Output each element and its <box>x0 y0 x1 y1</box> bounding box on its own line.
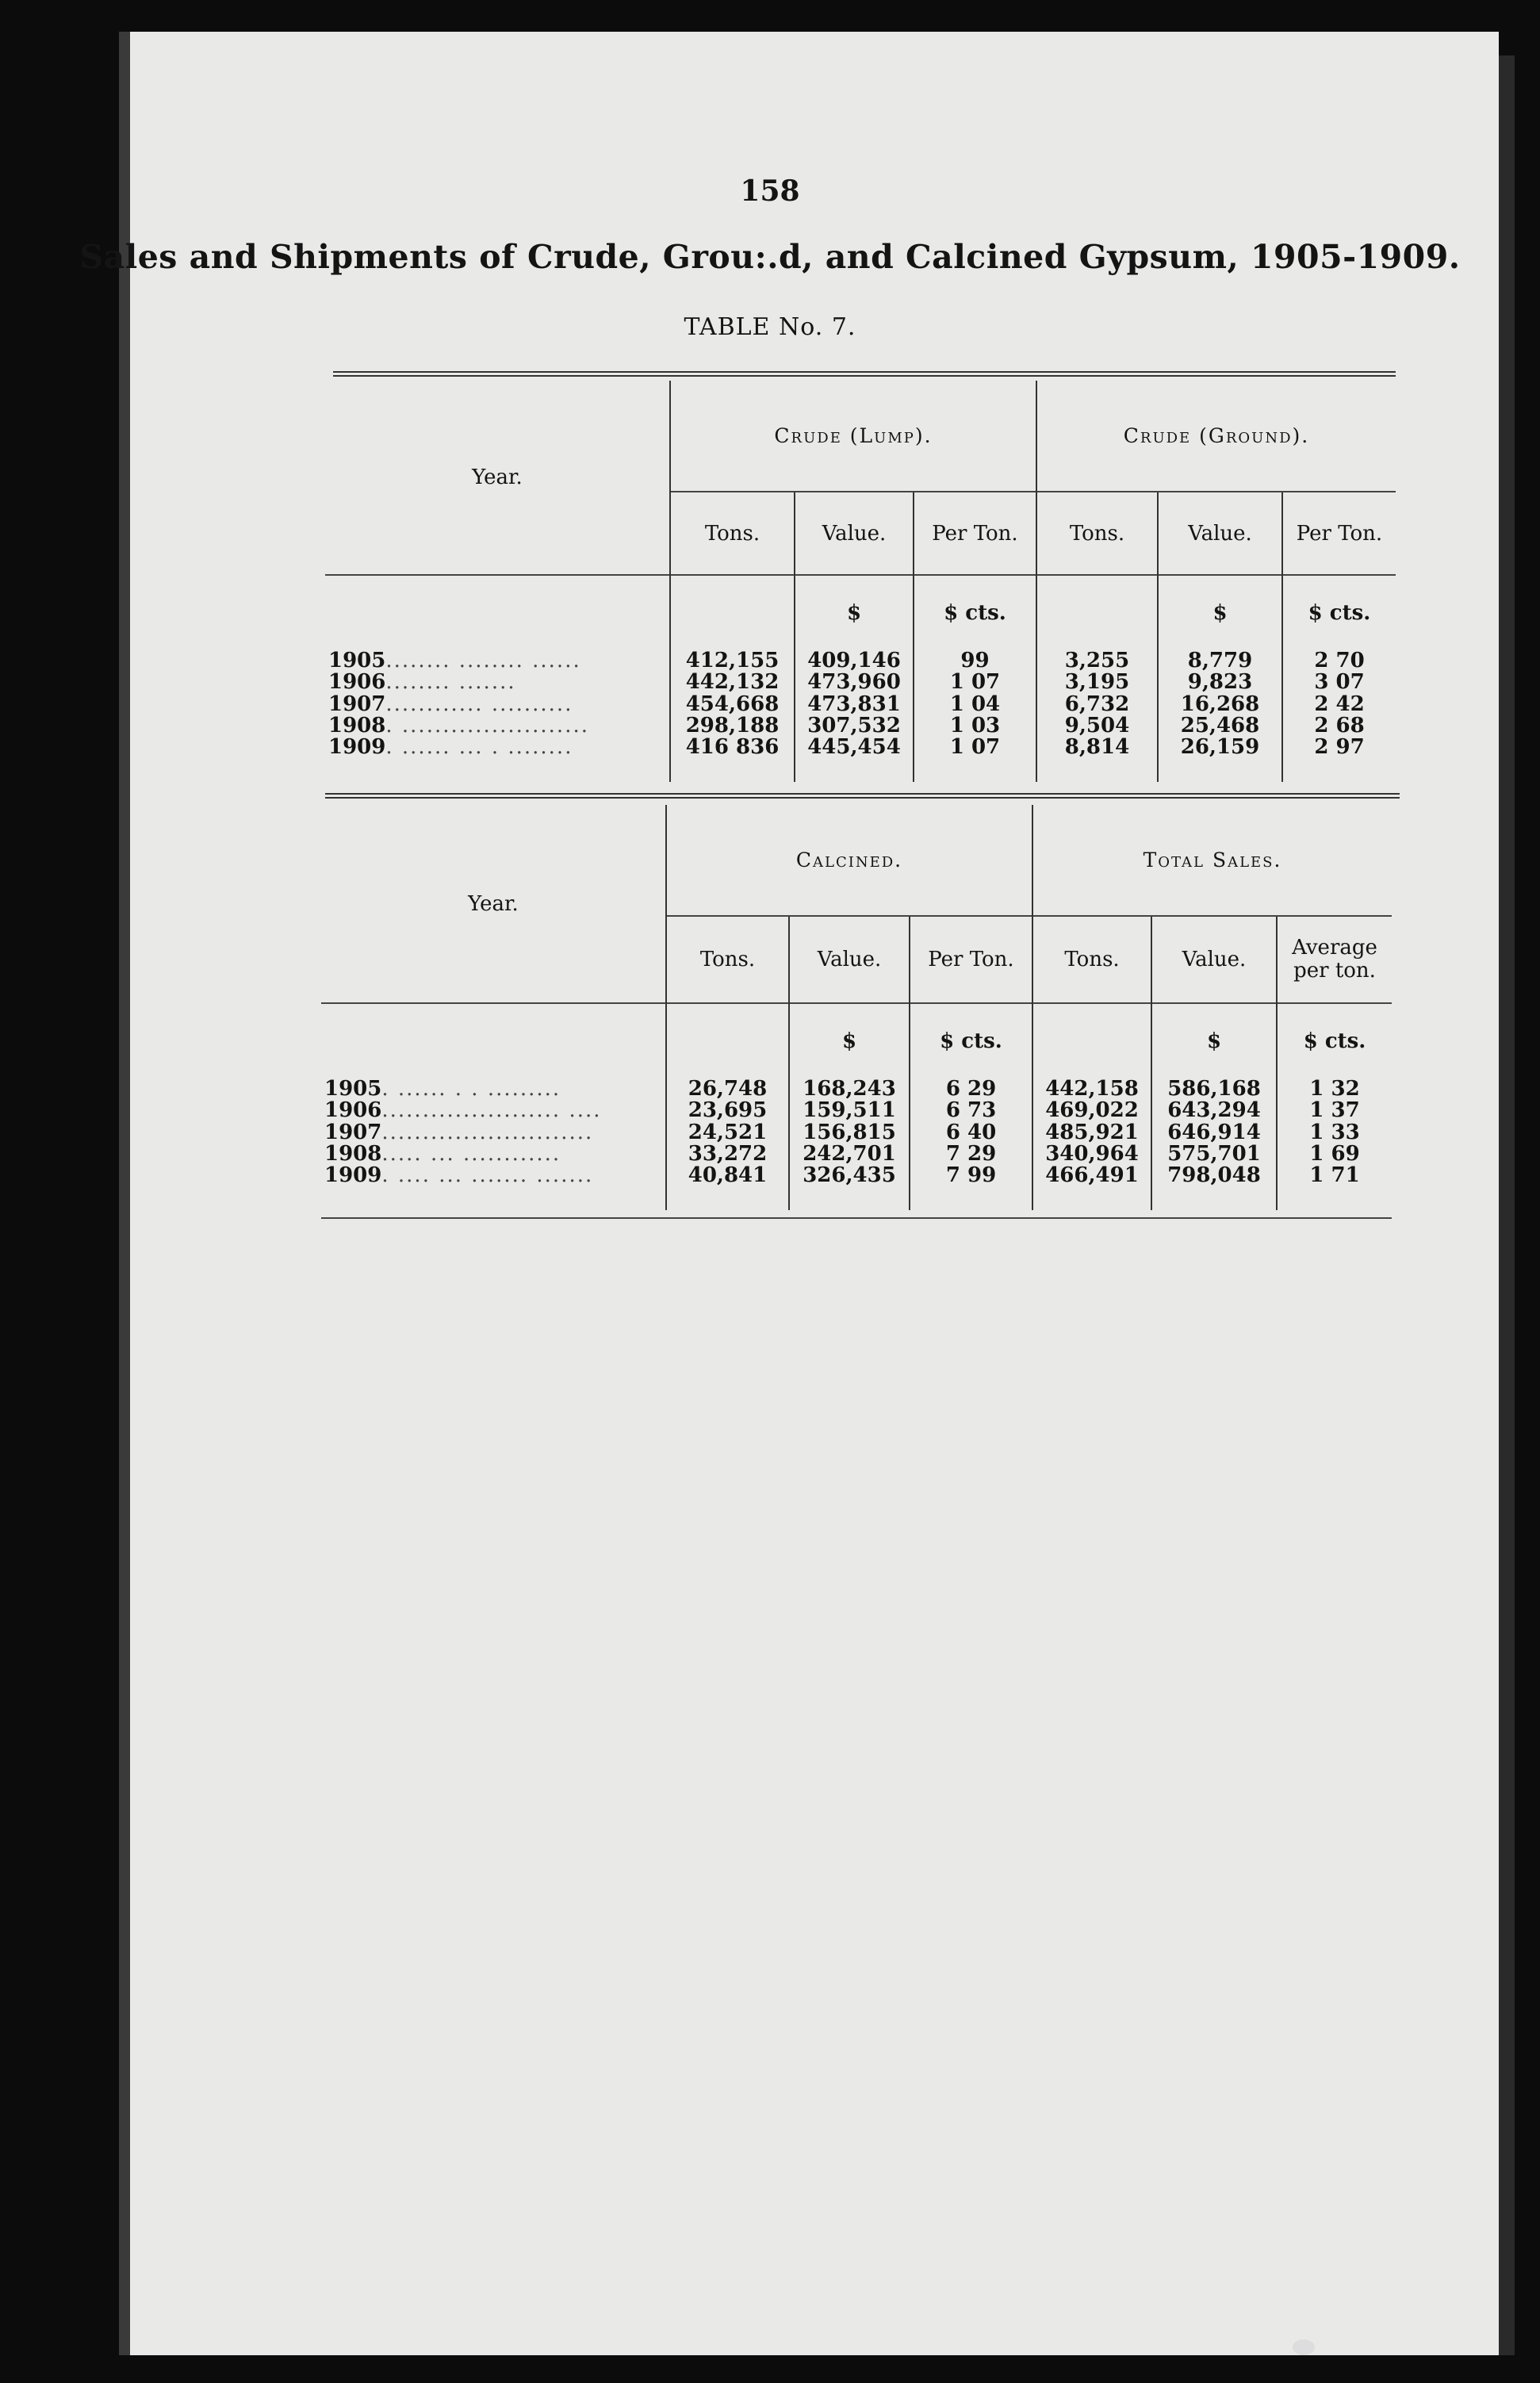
cell-average: 1 71 <box>1277 1165 1392 1210</box>
row-year: 1906 <box>328 670 386 695</box>
cell-value: 798,048 <box>1151 1165 1277 1210</box>
table2 <box>321 805 1392 1210</box>
cell-value: 159,511 <box>789 1100 910 1121</box>
leader-dots: ........ ........ ...... <box>385 649 581 672</box>
table2-group-calcined: Calcined. <box>666 805 1032 916</box>
cell-tons: 298,188 <box>670 715 795 737</box>
cell-per-ton: 7 99 <box>910 1165 1032 1210</box>
cell-per-ton: 99 <box>914 650 1036 672</box>
cell-per-ton: 3 07 <box>1282 672 1396 693</box>
table-row <box>321 1078 1392 1100</box>
cell-value: 156,815 <box>789 1122 910 1144</box>
table2-year-header: Year. <box>468 891 519 916</box>
table-row <box>325 650 1396 672</box>
table1-unit: $ cts. <box>914 575 1036 650</box>
table1-top-rule <box>333 371 1396 377</box>
cell-average: 1 32 <box>1277 1078 1392 1100</box>
leader-dots: . ...... ... . ........ <box>385 735 573 760</box>
cell-value: 16,268 <box>1158 694 1282 715</box>
table-row <box>325 715 1396 737</box>
cell-value: 473,960 <box>795 672 914 693</box>
cell-average: 1 33 <box>1277 1122 1392 1144</box>
cell-value: 445,454 <box>795 737 914 782</box>
cell-tons: 469,022 <box>1032 1100 1151 1121</box>
table1-unit: $ <box>795 575 914 650</box>
cell-tons: 340,964 <box>1032 1144 1151 1165</box>
table2-col-value: Value. <box>789 916 910 1003</box>
cell-value: 8,779 <box>1158 650 1282 672</box>
cell-value: 242,701 <box>789 1144 910 1165</box>
row-year: 1908 <box>328 713 386 738</box>
cell-value: 9,823 <box>1158 672 1282 693</box>
row-year: 1907 <box>324 1120 382 1144</box>
cell-tons: 33,272 <box>666 1144 789 1165</box>
cell-value: 25,468 <box>1158 715 1282 737</box>
cell-value: 409,146 <box>795 650 914 672</box>
leader-dots: ...................... .... <box>381 1098 602 1123</box>
row-year: 1905 <box>328 649 386 672</box>
cell-per-ton: 1 07 <box>914 737 1036 782</box>
table-row <box>325 672 1396 693</box>
leader-dots: ............ .......... <box>385 692 573 716</box>
table-row <box>325 737 1396 782</box>
table-label: TABLE No. 7. <box>684 313 856 341</box>
table-row <box>321 1165 1392 1210</box>
cell-per-ton: 2 97 <box>1282 737 1396 782</box>
cell-value: 168,243 <box>789 1078 910 1100</box>
cell-tons: 23,695 <box>666 1100 789 1121</box>
cell-tons: 24,521 <box>666 1122 789 1144</box>
table1-unit <box>670 575 795 650</box>
cell-per-ton: 1 07 <box>914 672 1036 693</box>
table1-year-header: Year. <box>472 465 523 489</box>
table2-col-tons: Tons. <box>666 916 789 1003</box>
leader-dots: . .... ... ....... ....... <box>381 1163 594 1188</box>
cell-tons: 3,255 <box>1036 650 1158 672</box>
cell-tons: 40,841 <box>666 1165 789 1210</box>
table2-col-per-ton: Per Ton. <box>910 916 1032 1003</box>
table1-col-tons: Tons. <box>1036 492 1158 575</box>
row-year: 1909 <box>324 1163 382 1188</box>
cell-per-ton: 1 03 <box>914 715 1036 737</box>
cell-per-ton: 2 42 <box>1282 694 1396 715</box>
table2-bottom-rule <box>321 1217 1392 1219</box>
cell-value: 26,159 <box>1158 737 1282 782</box>
table1-col-value: Value. <box>1158 492 1282 575</box>
table2-col-value: Value. <box>1151 916 1277 1003</box>
cell-per-ton: 2 68 <box>1282 715 1396 737</box>
leader-dots: . ...... . . ......... <box>381 1077 561 1101</box>
table1-col-per-ton: Per Ton. <box>1282 492 1396 575</box>
cell-tons: 466,491 <box>1032 1165 1151 1210</box>
cell-tons: 442,132 <box>670 672 795 693</box>
leader-dots: .......................... <box>381 1120 594 1144</box>
cell-per-ton: 6 29 <box>910 1078 1032 1100</box>
cell-tons: 6,732 <box>1036 694 1158 715</box>
cell-average: 1 37 <box>1277 1100 1392 1121</box>
cell-per-ton: 6 73 <box>910 1100 1032 1121</box>
table2-col-average-per-ton: Average per ton. <box>1277 916 1392 1003</box>
cell-value: 646,914 <box>1151 1122 1277 1144</box>
table-row <box>321 1100 1392 1121</box>
cell-value: 643,294 <box>1151 1100 1277 1121</box>
table1-unit: $ <box>1158 575 1282 650</box>
table2-unit: $ cts. <box>910 1003 1032 1078</box>
table1-group-crude-lump: Crude (Lump). <box>670 381 1036 492</box>
page-title: Sales and Shipments of Crude, Grou:.d, and Calcined Gypsum, 1905-1909. <box>79 238 1461 276</box>
row-year: 1909 <box>328 735 386 760</box>
table1-col-per-ton: Per Ton. <box>914 492 1036 575</box>
table2-group-total-sales: Total Sales. <box>1032 805 1392 916</box>
cell-value: 473,831 <box>795 694 914 715</box>
cell-tons: 3,195 <box>1036 672 1158 693</box>
cell-tons: 442,158 <box>1032 1078 1151 1100</box>
table1 <box>325 381 1396 782</box>
leader-dots: ..... ... ............ <box>381 1141 561 1166</box>
row-year: 1906 <box>324 1098 382 1123</box>
cell-per-ton: 6 40 <box>910 1122 1032 1144</box>
cell-per-ton: 1 04 <box>914 694 1036 715</box>
table1-col-tons: Tons. <box>670 492 795 575</box>
table-row <box>325 694 1396 715</box>
row-year: 1908 <box>324 1141 382 1166</box>
table2-unit: $ <box>789 1003 910 1078</box>
cell-tons: 416 836 <box>670 737 795 782</box>
cell-tons: 485,921 <box>1032 1122 1151 1144</box>
cell-per-ton: 7 29 <box>910 1144 1032 1165</box>
cell-tons: 9,504 <box>1036 715 1158 737</box>
table1-col-value: Value. <box>795 492 914 575</box>
cell-per-ton: 2 70 <box>1282 650 1396 672</box>
cell-value: 575,701 <box>1151 1144 1277 1165</box>
cell-tons: 26,748 <box>666 1078 789 1100</box>
table1-unit <box>1036 575 1158 650</box>
table-row <box>321 1144 1392 1165</box>
cell-value: 326,435 <box>789 1165 910 1210</box>
table-row <box>321 1122 1392 1144</box>
table1-unit: $ cts. <box>1282 575 1396 650</box>
row-year: 1905 <box>324 1077 382 1101</box>
table2-unit: $ <box>1151 1003 1277 1078</box>
table2-col-tons: Tons. <box>1032 916 1151 1003</box>
table1-bottom-rule <box>325 793 1400 799</box>
cell-tons: 8,814 <box>1036 737 1158 782</box>
scan-speck <box>1293 2339 1315 2355</box>
table2-unit <box>666 1003 789 1078</box>
leader-dots: ........ ....... <box>385 670 516 695</box>
table2-unit <box>1032 1003 1151 1078</box>
cell-value: 307,532 <box>795 715 914 737</box>
cell-tons: 412,155 <box>670 650 795 672</box>
table1-group-crude-ground: Crude (Ground). <box>1036 381 1396 492</box>
leader-dots: . ....................... <box>385 713 589 738</box>
cell-average: 1 69 <box>1277 1144 1392 1165</box>
cell-value: 586,168 <box>1151 1078 1277 1100</box>
cell-tons: 454,668 <box>670 694 795 715</box>
row-year: 1907 <box>328 692 386 716</box>
table2-unit: $ cts. <box>1277 1003 1392 1078</box>
page-number: 158 <box>740 174 800 208</box>
